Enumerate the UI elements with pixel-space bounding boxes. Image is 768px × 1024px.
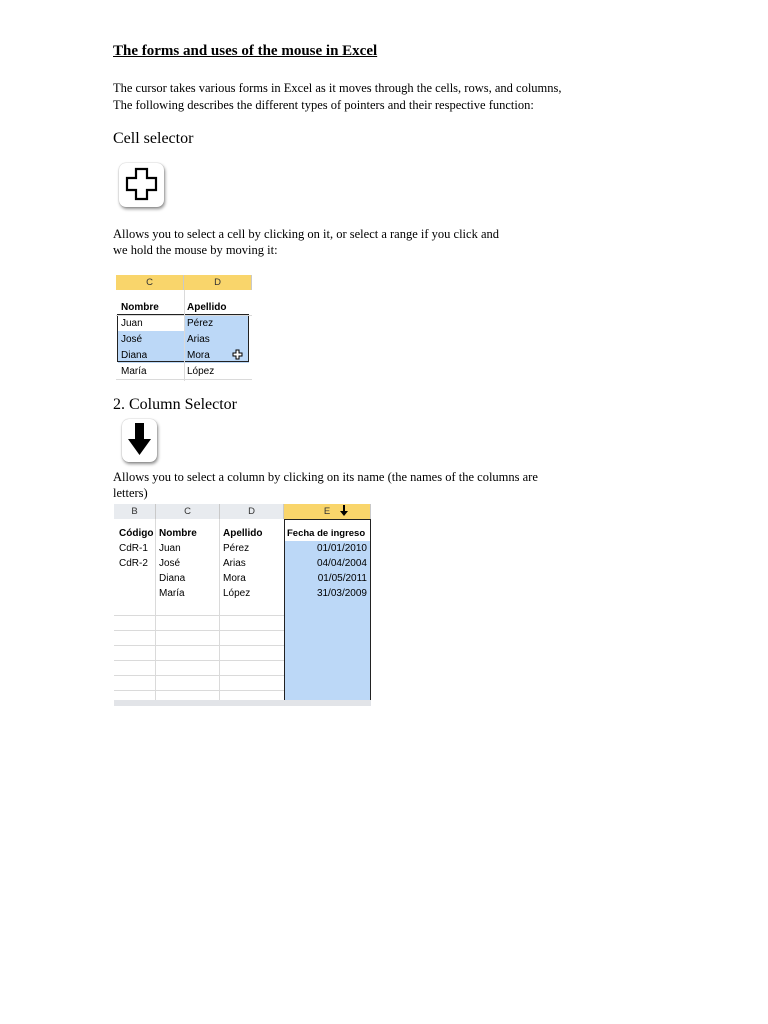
column-header-b: B bbox=[114, 504, 156, 519]
intro-line-2: The following describes the different types of pointers and their respective function: bbox=[113, 98, 534, 112]
table-cell: Pérez bbox=[223, 543, 250, 554]
table-cell: CdR-2 bbox=[119, 558, 148, 569]
table-cell: Arias bbox=[223, 558, 246, 569]
table-cell: 31/03/2009 bbox=[316, 588, 367, 599]
cell-range-example bbox=[116, 275, 252, 381]
table-cell: López bbox=[187, 366, 215, 377]
intro-line-1: The cursor takes various forms in Excel as it moves through the cells, rows, and columns, bbox=[113, 81, 562, 95]
section-heading-cell-selector: Cell selector bbox=[113, 130, 194, 147]
cell-selector-desc-2: we hold the mouse by moving it: bbox=[113, 243, 278, 257]
table-cell: Juan bbox=[121, 318, 143, 329]
column-header-d: D bbox=[184, 275, 252, 290]
page-title: The forms and uses of the mouse in Excel bbox=[113, 43, 378, 59]
table-cell bbox=[116, 571, 156, 586]
column-select-example bbox=[114, 504, 371, 706]
header-fecha-de-ingreso: Fecha de ingreso bbox=[287, 528, 366, 539]
table-cell bbox=[116, 586, 156, 601]
column-header-c: C bbox=[156, 504, 220, 519]
cell-selector-desc-1: Allows you to select a cell by clicking on it, or select a range if you click and bbox=[113, 227, 499, 241]
header-apellido: Apellido bbox=[187, 302, 227, 313]
table-cell: Diana bbox=[121, 350, 148, 361]
table-cell: Mora bbox=[223, 573, 246, 584]
header-nombre: Nombre bbox=[121, 302, 159, 313]
table-cell: Pérez bbox=[187, 318, 214, 329]
table-cell: CdR-1 bbox=[119, 543, 148, 554]
table-cell: José bbox=[121, 334, 143, 345]
column-selector-desc-1: Allows you to select a column by clicking on its name (the names of the columns are bbox=[113, 470, 538, 484]
table-cell: 01/01/2010 bbox=[316, 543, 367, 554]
table-cell: María bbox=[121, 366, 147, 377]
header-apellido: Apellido bbox=[223, 528, 263, 539]
table-cell: José bbox=[159, 558, 181, 569]
header-codigo: Código bbox=[119, 528, 154, 539]
column-header-e[interactable]: E bbox=[284, 504, 371, 519]
header-nombre: Nombre bbox=[159, 528, 197, 539]
horizontal-scrollbar[interactable] bbox=[114, 700, 371, 706]
column-cursor-icon bbox=[340, 505, 348, 516]
column-selector-desc-2: letters) bbox=[113, 486, 148, 500]
table-cell: Arias bbox=[187, 334, 210, 345]
cell-selector-icon bbox=[119, 163, 164, 207]
column-header-d: D bbox=[220, 504, 284, 519]
table-cell: Diana bbox=[159, 573, 186, 584]
table-cell: María bbox=[159, 588, 185, 599]
table-cell: López bbox=[223, 588, 251, 599]
down-arrow-icon bbox=[122, 419, 157, 462]
section-heading-column-selector: 2. Column Selector bbox=[113, 396, 237, 413]
table-cell: 04/04/2004 bbox=[316, 558, 367, 569]
column-header-c: C bbox=[116, 275, 184, 290]
table-cell: Mora bbox=[187, 350, 210, 361]
table-cell: Juan bbox=[159, 543, 181, 554]
cell-cursor-icon bbox=[232, 349, 243, 360]
table-cell: 01/05/2011 bbox=[317, 573, 367, 584]
